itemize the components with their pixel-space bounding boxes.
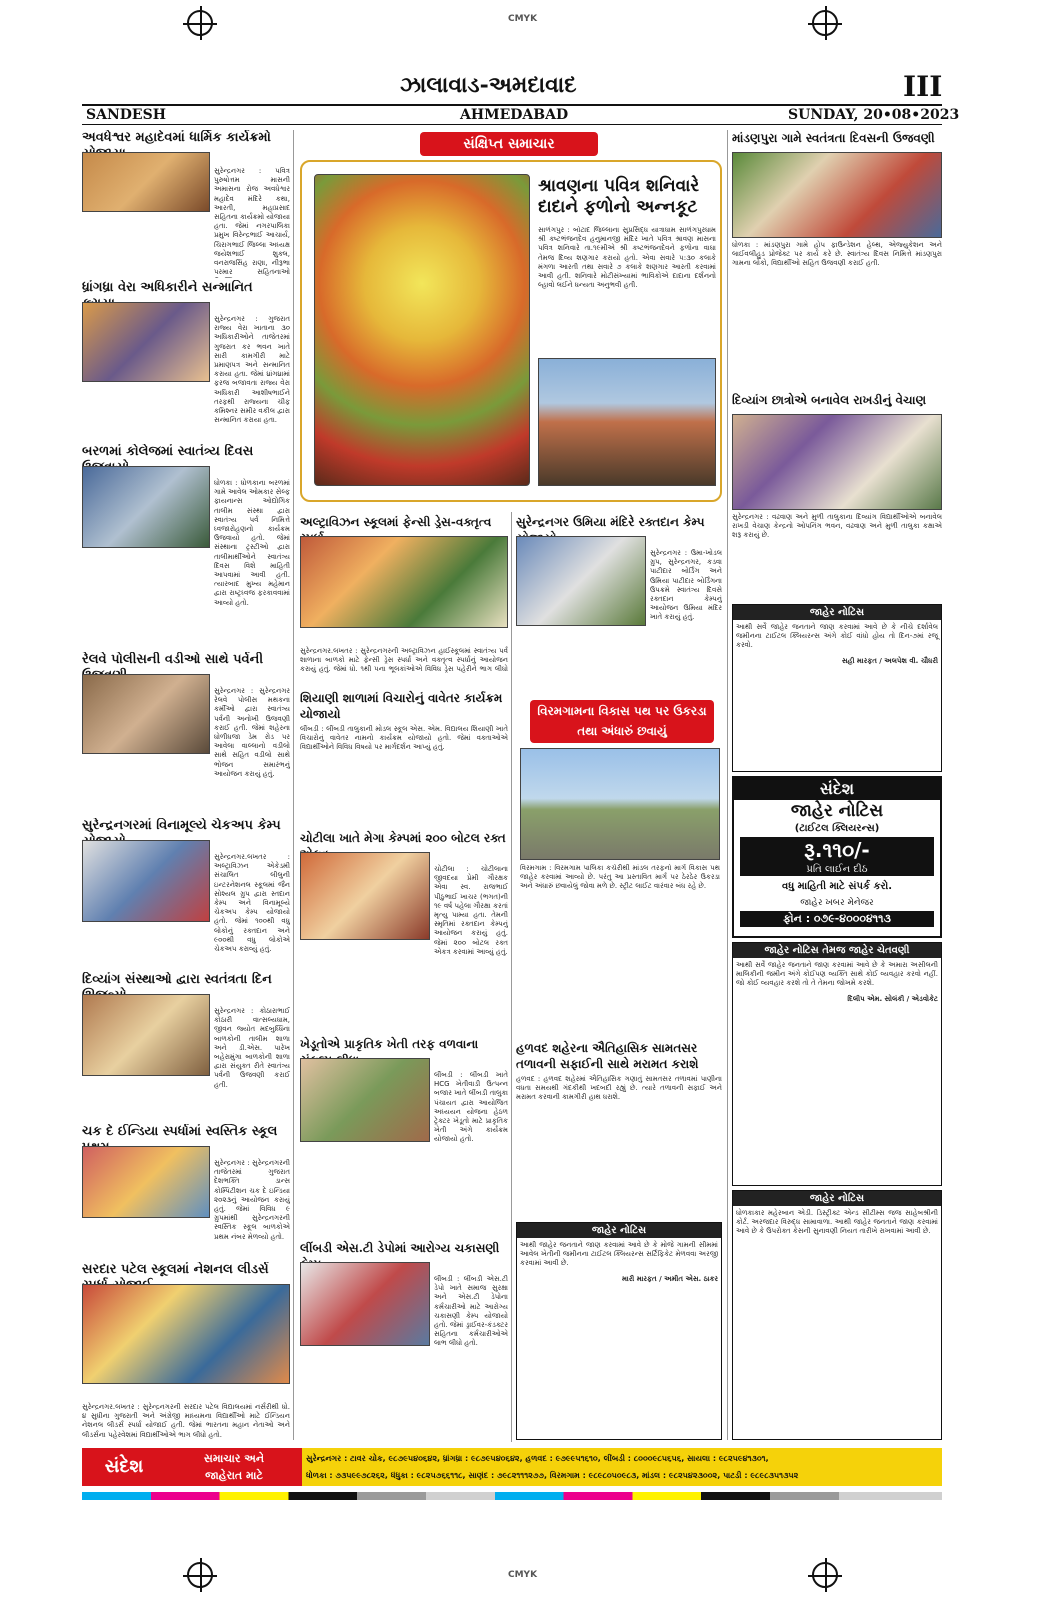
story-text: લીંબડી : લીંબડી એસ.ટી ડેપો ખાતે સમાજ સુરક્ષા અને એસ.ટી ડેપોના કર્મચારીઓ માટે આરોગ્ય ચકાસણી કેમ્પ યોજાયો હતો. જેમાં ડ્રાઈવર-કંડક્ટર સહિતના કર્મચારીઓએ લાભ લીધો હતો. xyxy=(434,1275,508,1348)
story-text: સુરેન્દ્રનગર.લખતર : સુરેન્દ્રનગરની સરદાર પટેલ વિદ્યાલયમાં નર્સરીથી ધો. ૪ સુધીના ગુજરાતી અને અંગ્રેજી માધ્યમના વિદ્યાર્થીઓ માટે ઈન્ડિયન નેશનલ લીડર્સ સ્પર્ધા યોજાઈ હતી. જેમાં ભારતના મહાન નેતાઓ અને લીડર્સના પહેરવેશમાં વિદ્યાર્થીઓએ ભાગ લીધો હતો. xyxy=(82,1403,290,1439)
footer-brand: સંદેશ xyxy=(82,1448,166,1486)
story-headline: સુરેન્દ્રનગરમાં વિનામૂલ્યે ચેકઅપ કેમ્પ xyxy=(82,818,281,833)
story-headline: શિયાણી શાળામાં વિચારોનું વાવેતર કાર્યક્રમ યોજાયો xyxy=(300,691,503,721)
ad-manager: જાહેર ખબર મેનેજર xyxy=(800,898,874,908)
story-text: સુરેન્દ્રનગર : સુરેન્દ્રનગર રેલવે પોલીસ મથકના કર્મીઓ દ્વારા સ્વાતંત્ર્ય પર્વની અનોખી ઉજવણી કરાઈ હતી. જેમાં શહેરના ધોળીધજા ડેમ રોડ પર આવેલા વાલ્લાનો વડીલો સાથે સહિત વડીલો સાથે ભોજન સમારંભનું આયોજન કરાયું હતું. xyxy=(214,687,290,778)
footer-contact-strip xyxy=(82,1448,942,1486)
left-story-3 xyxy=(82,444,290,646)
ad-phone: ફોન : ૦૭૯-૪૦૦૦૪૧૧૩ xyxy=(740,911,934,927)
story-headline: દિવ્યાંગ છાત્રોએ બનાવેલ રાખડીનું વેચાણ xyxy=(732,393,927,407)
public-notice-4: જાહેર નોટિસ આથી જાહેર જનતાને જાણ કરવામાં આવે છે કે મોજે ગામની સીમમાં આવેલ ખેતીની જમીનના ટાઈટલ ક્લિયરન્સ સર્ટિફિકેટ મેળવવા અરજી કરવામાં આવી છે. મારી મારફત / અમીત એસ. ઠાકર xyxy=(516,1222,722,1440)
left-story-4 xyxy=(82,652,290,814)
story-headline: ધ્રાંગધ્રા વેરા અધિકારીને સન્માનિત xyxy=(82,280,253,295)
sandesh-ad xyxy=(732,776,942,938)
story-photo xyxy=(300,1262,430,1346)
center-story-3 xyxy=(300,830,508,1035)
story-text: ધોળકા : ધોળકાના બરળમાં ગામે આવેલ ઓમકાર સેલ્ફ ફાયનાન્સ ઓદ્યોગિક તાલીમ સંસ્થા દ્વારા સ્વાતંત્ર્ય પર્વ નિમિત્તે ધ્વજારોહણનો કાર્યક્રમ ઉજવાયો હતો. જેમાં સંસ્થાના ટ્રસ્ટીઓ દ્વારા તાલીમાર્થીઓને સ્વાતંત્ર્ય દિવસ વિશે માહિતી આપવામાં આવી હતી. ત્યારબાદ મુખ્ય મહેમાન દ્વારા રાષ્ટ્રધ્વજ ફરકાવવામાં આવ્યો હતો. xyxy=(214,479,290,607)
center-story-2 xyxy=(300,690,508,828)
registration-mark-icon xyxy=(187,10,213,36)
header-rule xyxy=(82,104,942,106)
story-headline: ચોટીલા ખાતે મેગા કેમ્પમાં ૨૦૦ બોટલ રક્ત xyxy=(300,831,506,845)
story-headline: ચક દે ઈન્ડિયા સ્પર્ધામાં સ્વસ્તિક સ્કૂલ xyxy=(82,1124,278,1139)
story-headline: બરળમાં કોલેજમાં સ્વાતંત્ર્ય દિવસ xyxy=(82,444,254,459)
date: SUNDAY, 20•08•2023 xyxy=(788,107,960,123)
story-photo xyxy=(300,536,508,628)
story-text: સુરેન્દ્રનગર : ગુજરાત રાજ્ય વેરા ખાતાના ૩૦ અધિકારીઓને તાજેતરમાં ગુજરાત કર ભવન ખાતે સારી કામગીરી માટે પ્રમાણપત્ર અને સન્માનિત કરાયા હતા. જેમાં ધ્રાંગધ્રામાં ફરજ બજાવતા રાજ્ય વેરા અધિકારી આશીષભાઈને તરફથી રાજ્યના ચીફ કમિશ્નર સમીર વકીલ દ્વારા સન્માનિત કરાયા હતા. xyxy=(214,315,290,425)
story-headline: અલ્ટ્રાવિઝન સ્કૂલમાં ફેન્સી ડ્રેસ-વક્તૃત્વ xyxy=(300,515,492,529)
center-story-4 xyxy=(300,1036,508,1236)
footer-tag: સમાચાર અને જાહેરાત માટે xyxy=(166,1448,302,1486)
public-notice-1: જાહેર નોટિસ આથી સર્વે જાહેર જનતાને જાણ કરવામાં આવે છે કે નીચે દર્શાવેલ જમીનના ટાઈટલ ક્લિયરન્સ અંગે કોઈ વાંધો હોય તો દિન-૭માં રજૂ કરવો. સહી મારફત / અલપેશ વી. ચૌધરી xyxy=(732,604,942,772)
story-headline: ખેડૂતોએ પ્રાકૃતિક ખેતી તરફ વળવાના xyxy=(300,1037,479,1051)
story-photo xyxy=(732,152,942,238)
story-photo xyxy=(82,152,210,212)
header-rule-2 xyxy=(82,124,942,125)
ad-subtitle: (ટાઈટલ ક્લિયરન્સ) xyxy=(794,823,880,834)
story-photo xyxy=(300,1058,430,1142)
story-photo xyxy=(82,1146,210,1218)
footer-contacts: સુરેન્દ્રનગર : ટાવર ચોક, ૯૮૭૯૫૪૦૬૪૨, ધ્રાંગધ્રા : ૯૮૭૯૫૪૦૬૪૨, હળવદ : ૯૭૯૯૫૧૬૧૦, લીંબડી : ૮૦૦૦૯૮૫૬૫૬, સાયલા : ૯૮૨૫૯૪૧૩૦૧, ધોળકા : ૭૩૫૯૯૭૮૨૬૨, ધંધુકા : ૯૮૨૫૭૬૬૧૧૮, સાણંદ : ૭૯૮૨૧૧૧૨૭૭, વિરમગામ : ૯૮૯૮૦૫૦૯૮૩, માંડલ : ૯૮૨૫૪૨૩૦૦૨, પાટડી : ૯૮૯૮૩૫૧૩૫૨ xyxy=(306,1454,799,1480)
story-headline: રેલવે પોલીસની વડીઓ સાથે પર્વની xyxy=(82,652,264,667)
story-text: સુરેન્દ્રનગર : કોઠારાભાઈ કોઠારી વાત્સલ્યધામ, જીવન જ્યોત મદબુધ્ધિના બાળકોની તાલીમ શાળા અને ડી.એસ. પારેખ બહેરામુંગા બાળકોની શાળા દ્વારા સંયુક્ત રીતે સ્વાતંત્ર્ય પર્વની ઉજવણી કરાઈ હતી. xyxy=(214,1007,290,1089)
page-number: III xyxy=(903,70,943,103)
story-photo xyxy=(82,674,210,754)
public-notice-3: જાહેર નોટિસ ધોળકાકાર મહેરબાન એડી. ડિસ્ટ્રીક્ટ એન્ડ સીટીમ્સ જજ સાહેબશ્રીની કોર્ટ. અરજદાર વિરુદ્ધ સામાવાળા. આથી જાહેર જનતાને જાણ કરવામાં આવે છે કે ઉપરોક્ત કેસની સુનાવણી નિયત તારીખે રાખવામાં આવી છે. xyxy=(732,1190,942,1440)
ad-per-line: પ્રતિ લાઈન દીઠ xyxy=(740,863,934,876)
left-story-8 xyxy=(82,1262,290,1442)
story-headline: સુરેન્દ્રનગર ઉમિયા મંદિરે રક્તદાન કેમ્પ xyxy=(516,515,705,529)
column-divider xyxy=(727,130,728,1440)
ad-title: જાહેર નોટિસ xyxy=(790,801,884,821)
section-banner: સંક્ષિપ્ત સમાચાર xyxy=(420,132,598,156)
story-headline: અવધેશ્વર મહાદેવમાં ધાર્મિક કાર્યક્રમો xyxy=(82,130,271,145)
story-photo xyxy=(300,852,430,940)
story-text: લીંબડી : લીંબડી તાલુકાની મોડલ સ્કૂલ એસ. એમ. વિદ્યાલય શિયાણી ખાતે વિચારોનું વાવેતર નામનો કાર્યક્રમ યોજાયો હતો. જેમાં વક્તાઓએ વિદ્યાર્થીઓને વિવિધ વિષયો પર માર્ગદર્શન આપ્યું હતું. xyxy=(300,725,508,752)
column-divider xyxy=(511,512,512,1442)
story-text: સુરેન્દ્રનગર : પવિત્ર પુરુષોત્તમ માસની અમાસના રોજ અવધેશ્વર મહાદેવ મંદિરે કથા, આરતી, મહાપ્રસાદ સહિતના કાર્યક્રમો યોજાયા હતા. જેમાં નગરપાલિકા પ્રમુખ વિરેન્દ્રભાઈ આચાર્ય, ચિરાગભાઈ જિલ્લા અધ્યક્ષ જયેશભાઈ શુક્લ, વનરાજસિંહ રાણા, નીરૂભા પરમાર સહિતનાઓ xyxy=(214,167,290,277)
right-story-2 xyxy=(732,392,942,602)
story-headline: હળવદ શહેરના ઐતિહાસિક સામતસર તળાવની સફાઈની સાથે મરામત કરાશે xyxy=(516,1041,699,1071)
lead-story-box xyxy=(300,160,722,502)
color-calibration-bar xyxy=(82,1492,942,1500)
registration-mark-icon xyxy=(812,10,838,36)
story-headline: દિવ્યાંગ સંસ્થાઓ દ્વારા સ્વતંત્રતા દિન xyxy=(82,972,272,987)
lead-headline: શ્રાવણના પવિત્ર શનિવારે દાદાને ફળોનો અન્નકૂટ xyxy=(538,176,700,217)
story-headline: લીંબડી એસ.ટી ડેપોમાં આરોગ્ય ચકાસણી xyxy=(300,1241,500,1255)
center-right-story-2 xyxy=(516,1040,722,1218)
red-headline-banner: વિરમગામના વિકાસ પથ પર ઉકરડા તથા અંધારું છવાયું xyxy=(530,700,714,743)
lead-photo-temple xyxy=(314,174,530,486)
story-text: લીંબડી : લીંબડી ખાતે HCG ખેતીવાડી ઉત્પન્ન બજાર ખાતે લીંબડી તાલુકા પંચાયત દ્વારા આયોજિત અધ્યયન યોજના હેઠળ ટ્રેક્ટર ખેડૂતો માટે પ્રાકૃતિક ખેતી અંગે કાર્યક્રમ યોજાયો હતો. xyxy=(434,1071,508,1144)
story-text: હળવદ : હળવદ શહેરમાં ઐતિહાસિક ગણાતું સામતસર તળાવમાં પાણીના વધતા સમયથી ગંદકીથી ખદબદી રહ્યું છે. ત્યારે તળાવની સફાઈ અને મરામત કરવાની કામગીરી હાથ ધરાશે. xyxy=(516,1075,722,1102)
road-photo xyxy=(520,748,720,860)
story-photo xyxy=(82,1284,290,1384)
story-photo xyxy=(82,840,210,922)
story-photo xyxy=(82,466,210,548)
registration-mark-icon xyxy=(812,1562,838,1588)
left-story-7 xyxy=(82,1124,290,1258)
public-notice-2: જાહેર નોટિસ તેમજ જાહેર ચેતવણી આથી સર્વે જાહેર જનતાને જાણ કરવામાં આવે છે કે અમારા અસીલની માલિકીની જમીન અંગે કોઈપણ વ્યક્તિ સાથે કોઈ વ્યવહાર કરવો નહીં. જો કોઈ વ્યવહાર કરશે તો તે તેમના જોખમે કરશે. દિલીપ એમ. સોલંકી / એડવોકેટ xyxy=(732,942,942,1186)
center-story-5 xyxy=(300,1240,508,1440)
paper-name: SANDESH xyxy=(86,107,166,123)
story-photo xyxy=(732,414,942,510)
story-text: સુરેન્દ્રનગર.લખતર : સુરેન્દ્રનગરની અલ્ટ્રાવિઝન હાઈસ્કૂલમાં સ્વાતંત્ર્ય પર્વ શાળાના બાળકો માટે ફેન્સી ડ્રેસ સ્પર્ધા અને વક્તૃત્વ સ્પર્ધાનું આયોજન કરાયું હતું. જેમાં ધો. ૧થી ૫ના ભૂલકાંઓએ વિવિધ ડ્રેસ પહેરીને ભાગ લીધો xyxy=(300,647,508,674)
red-story-text: વિરમગામ : વિરમગામ પાલિકા કચેરીથી માંડલ તરફનો માર્ગ વિકાસ પથ જાહેર કરવામાં આવ્યો છે. પરંતુ આ પ્રસ્તાવિત માર્ગ પર ઠેરઠેર ઉકરડા અને અંધારું છવાયેલું જોવા મળે છે. સ્ટ્રીટ લાઈટ વારંવાર બંધ રહે છે. xyxy=(520,864,720,891)
story-text: સુરેન્દ્રનગર.લખતર : અલ્ટ્રાવિઝન એકેડમી સંચાલિત લીલુની ઇન્ટરનેશનલ સ્કૂલમાં જૈન સોશ્યલ ગ્રુપ દ્વારા સ્તદાન કેમ્પ અને વિનામૂલ્યે ચેકઅપ કેમ્પ યોજાયો હતો. જેમાં ૧૦૦થી વધુ લોકોનું રક્તદાન અને ૯૦૦થી વધુ લોકોએ ચેકઅપ કરાવ્યું હતું. xyxy=(214,853,290,954)
ad-brand: સંદેશ xyxy=(734,778,940,800)
story-photo xyxy=(82,302,210,382)
story-text: સુરેન્દ્રનગર : સુરેન્દ્રનગરની તાજેતરમાં ગુજરાત દેશભક્તિ ડાન્સ કોમ્પિટીશન ચક દે ઇન્ડિયા ૨૦૨૩નું આયોજન કરાયું હતું. જેમાં વિવિધ ૯ ગ્રુપમાંથી સુરેન્દ્રનગરની સ્વસ્તિક સ્કૂલ બાળકોએ પ્રથમ નંબર મેળવ્યો હતો. xyxy=(214,1159,290,1241)
cmyk-mark: CMYK xyxy=(508,14,538,24)
ad-price: રૂ.૧૧૦/- xyxy=(740,837,934,863)
city-name: AHMEDABAD xyxy=(460,107,569,123)
left-story-5 xyxy=(82,818,290,970)
story-headline: માંડણપુરા ગામે સ્વતંત્રતા દિવસની ઉજવણી xyxy=(732,131,935,145)
story-photo xyxy=(516,536,646,626)
story-text: ચોટીલા : ચોટીલાના જીવદયા પ્રેમી ગૌરક્ષક એવા સ્વ. રાજભાઈ પીઠુભાઈ ખાચર (ભગત)ની ૧૯ વર્ષ પહેલા ગૌરક્ષા કરતાં મૃત્યુ પામ્યા હતા. તેમની સ્મૃતિમાં રક્તદાન કેમ્પનું આયોજન કરાયું હતું. જેમાં ૨૦૦ બોટલ રક્ત એકત્ર કરવામાં આવ્યું હતું. xyxy=(434,865,508,956)
story-headline: સરદાર પટેલ સ્કૂલમાં નેશનલ લીડર્સ xyxy=(82,1262,269,1277)
story-text: સુરેન્દ્રનગર : વઢવાણ અને મુળી તાલુકાના દિવ્યાંગ વિદ્યાર્થીઓએ બનાવેલ રાખડી વેચાણ કેન્દ્રનો ઓપનિંગ ભવન, વઢવાણ અને મુળી તાલુકા કક્ષાએ શરૂ કરાયું છે. xyxy=(732,513,942,540)
story-text: ધોળકા : માંડણપુરા ગામે હોપ ફાઉન્ડેશન હેલ્થ, એજ્યુકેશન અને લાઈવલીહુડ પ્રોજેક્ટ પર કાર્ય કરે છે. સ્વાતંત્ર્ય દિવસ નિમિત્તે માંડણપુરા ગામના લોકો, વિદ્યાર્થીઓ સહિત ઉજવણી કરાઈ હતી. xyxy=(732,241,942,268)
registration-mark-icon xyxy=(187,1562,213,1588)
masthead: ઝાલાવાડ-અમદાવાદ xyxy=(400,72,577,98)
left-story-2 xyxy=(82,280,290,442)
lead-photo-crowd xyxy=(538,358,716,486)
right-story-1 xyxy=(732,130,942,392)
column-divider xyxy=(293,130,294,1440)
left-story-1 xyxy=(82,130,290,278)
center-right-story-1 xyxy=(516,514,722,684)
story-photo xyxy=(82,994,210,1076)
center-story-1 xyxy=(300,514,508,674)
lead-text: સાળંગપુર : બોટાદ જિલ્લાના સુપ્રસિદ્ધ યાત્રાધામ સાળંગપુરધામ શ્રી કષ્ટભંજનદેવ હનુમાનજી મંદિર ખાતે પવિત્ર શ્રાવણ માસના પવિત્ર શનિવારે તા.૧૯મીએ શ્રી કષ્ટભંજનદેવને ફળોના વાઘા તેમજ દિવ્ય શણગાર કરાયો હતો. એવા સવારે ૫:૩૦ કલાકે મંગળા આરતી તથા સવારે ૭ કલાકે શણગાર આરતી કરવામાં આવી હતી. શનિવારે મોટીસંખ્યામાં ભાવિકોએ દાદાના દર્શનનો લ્હાવો લઈને ધન્યતા અનુભવી હતી. xyxy=(538,226,716,290)
left-story-6 xyxy=(82,972,290,1122)
cmyk-mark: CMYK xyxy=(508,1570,538,1580)
ad-more-info: વધુ માહિતી માટે સંપર્ક કરો. xyxy=(781,881,893,892)
story-text: સુરેન્દ્રનગર : ઉમા-ખોડલ ગ્રુપ, સુરેન્દ્રનગર, કડવા પાટીદાર બોર્ડિંગ અને ઉમિયા પાટીદાર બોર્ડિંગના ઉપક્રમે સ્વાતંત્ર્ય દિવસે રક્તદાન કેમ્પનું આયોજન ઉમિયા મંદિર ખાતે કરાયું હતું. xyxy=(650,549,722,622)
